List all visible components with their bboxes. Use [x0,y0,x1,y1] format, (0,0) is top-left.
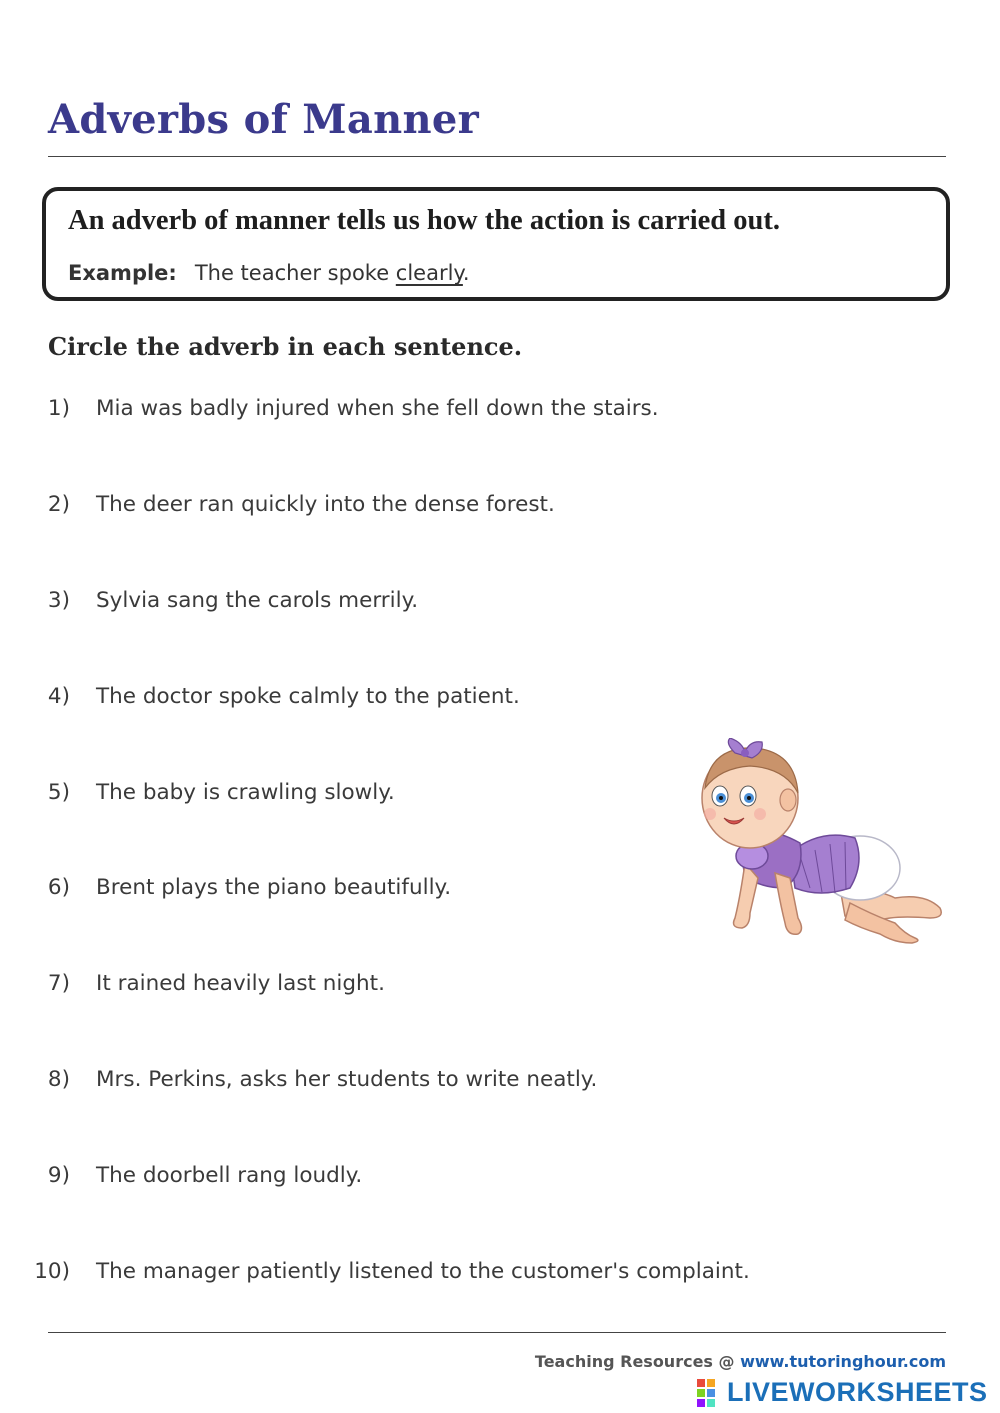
question-sentence[interactable]: Sylvia sang the carols merrily. [96,588,419,613]
question-sentence[interactable]: The manager patiently listened to the customer's complaint. [96,1259,750,1284]
question-sentence[interactable]: The doctor spoke calmly to the patient. [96,684,520,709]
example-adverb: clearly [395,261,463,285]
question-sentence[interactable]: The doorbell rang loudly. [96,1163,363,1188]
question-sentence[interactable]: Brent plays the piano beautifully. [96,875,452,900]
footer-divider [48,1332,946,1333]
definition-text: An adverb of manner tells us how the action is carried out. [68,205,780,236]
question-number: 6) [47,875,70,900]
question-sentence[interactable]: Mrs. Perkins, asks her students to write neatly. [96,1067,598,1092]
page-title: Adverbs of Manner [48,96,479,143]
question-sentence[interactable]: Mia was badly injured when she fell down the stairs. [96,396,659,421]
instruction: Circle the adverb in each sentence. [48,332,523,361]
example-line [68,261,470,285]
footer-label: Teaching Resources @ [534,1352,741,1371]
question-number: 10) [34,1259,70,1284]
crawling-baby-illustration [690,738,950,944]
footer-credit [535,1352,946,1371]
example-sentence-end: . [462,261,470,285]
question-number: 4) [47,684,70,709]
question-number: 5) [47,780,70,805]
liveworksheets-watermark [697,1376,997,1408]
footer-site-link[interactable]: www.tutoringhour.com [740,1352,946,1371]
liveworksheets-text: LIVEWORKSHEETS [727,1377,988,1407]
liveworksheets-logo-icon [697,1379,725,1407]
question-sentence[interactable]: The baby is crawling slowly. [96,780,395,805]
example-sentence-start: The teacher spoke [194,261,396,285]
question-number: 3) [47,588,70,613]
example-label: Example: [68,261,177,285]
question-number: 8) [47,1067,70,1092]
question-sentence[interactable]: It rained heavily last night. [96,971,385,996]
question-number: 9) [47,1163,70,1188]
definition-box [42,187,950,301]
question-number: 7) [47,971,70,996]
question-number: 1) [47,396,70,421]
question-number: 2) [47,492,70,517]
title-divider [48,156,946,157]
question-sentence[interactable]: The deer ran quickly into the dense forest. [96,492,555,517]
